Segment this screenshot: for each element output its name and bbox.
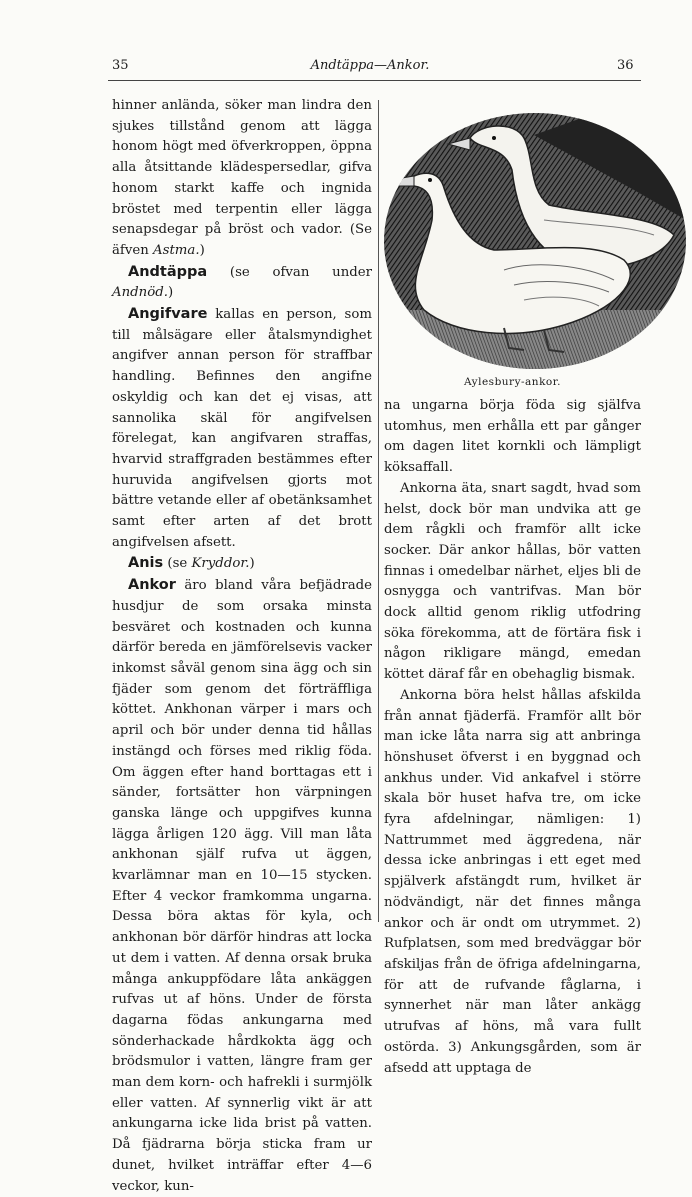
paragraph: Ankorna böra helst hållas afskilda från annat fjäderfä. Framför allt bör man icke låta narra sig att anbringa hönshuset öfverst i en byggnad och ankhus under. Vid ankafvel i större skala bör huset hafva tre, om icke fyra afdelningar, nämligen: 1) Nattrummet med äggredena, när dessa icke anbringas i ett eget med spjälverk afstängdt rum, hvilket är nödvändigt, när det finnes många ankor och är ondt om utrymmet. 2) Rufplatsen, som med bredväggar bör afskiljas från de öfriga afdelningarna, för att de rufvande fåglarna, i synnerhet när man låter ankägg utrufvas af höns, må vara fullt ostörda. 3) Ankungsgården, som är afsedd att upptaga de bbox=[384, 687, 641, 1076]
running-title: Andtäppa—Ankor. bbox=[310, 58, 430, 73]
figure-caption: Aylesbury-ankor. bbox=[464, 376, 561, 388]
headword: Ankor bbox=[128, 577, 176, 594]
left-page-number: 35 bbox=[112, 58, 129, 73]
entry-ankor: Ankor äro bland våra befjädrade husdjur de som orsaka minsta besväret och kostnaden och kunna därför bereda en jämförelsevis vacker inkomst såväl genom sina ägg och sin fjäder som genom det förträffliga köttet. Ankhonan värper i mars och april och bör under denna tid hållas instängd och förses med riklig föda. Om äggen efter hand borttagas ett i sänder, fortsätter hon värpningen ganska länge och uppgifves kunna lägga årligen 120 ägg. Vill man låta ankhonan själf rufva ut äggen, kvarlämnar man en 10—15 stycken. Efter 4 veckor framkomma ungarna. Dessa böra aktas för kyla, och ankhonan bör därför hindras att locka ut dem i vatten. Af denna orsak bruka många ankuppfödare låta ankäggen rufvas ut af höns. Under de första dagarna födas ankungarna med sönderhackade hårdkokta ägg och brödsmulor i vatten, längre fram ger man dem korn- och hafrekli i surmjölk eller vatten. Af synnerlig vikt är att ankungarna icke lida brist på vatten. Då fjädrarna börja sticka fram ur dunet, hvilket inträffar efter 4—6 veckor, kun- bbox=[112, 577, 372, 1194]
left-column bbox=[112, 96, 372, 1197]
header-rule bbox=[108, 80, 641, 81]
ducks-engraving-icon bbox=[384, 110, 686, 372]
headword: Anis bbox=[128, 555, 164, 572]
headword: Angifvare bbox=[128, 306, 208, 323]
right-column bbox=[384, 396, 641, 1079]
entry-anis: Anis (se Kryddor.) bbox=[128, 555, 255, 572]
right-page-number: 36 bbox=[617, 58, 634, 73]
entry-angifvare: Angifvare kallas en person, som till målsägare eller åtalsmyndighet angifver annan person för straffbar handling. Befinnes den angifne oskyldig och kan det ej visas, att sannolika skäl för angifvelsen förelegat, kan angifvaren straffas, hvarvid straffgraden bestämmes efter huruvida angifvelsen gjorts mot bättre vetande eller af obetänksamhet samt efter arten af det brott angifvelsen afsett. bbox=[112, 306, 372, 550]
continued-paragraph: hinner anlända, söker man lindra den sjukes tillstånd genom att lägga honom högt med öfverkroppen, öppna alla åtsittande klädespersedlar, gifva honom starkt kaffe och ingnida bröstet med terpentin eller lägga senapsdegar på bröst och vador. (Se äfven Astma.) bbox=[112, 98, 372, 258]
headword: Andtäppa bbox=[128, 263, 208, 280]
continued-paragraph: na ungarna börja föda sig själfva utomhus, men erhålla ett par gånger om dagen litet kornkli och lämpligt köksaffall. bbox=[384, 398, 641, 476]
entry-andtappa: Andtäppa (se ofvan under Andnöd.) bbox=[112, 263, 372, 301]
column-divider bbox=[378, 100, 379, 922]
paragraph: Ankorna äta, snart sagdt, hvad som helst, dock bör man undvika att ge dem rågkli och framför allt icke socker. Där ankor hållas, bör vatten finnas i omedelbar närhet, eljes bli de osnygga och vantrifvas. Man bör dock alltid genom riklig utfodring söka förekomma, att de förtära fisk i någon rikligare mängd, emedan köttet däraf får en obehaglig bismak. bbox=[384, 480, 641, 683]
